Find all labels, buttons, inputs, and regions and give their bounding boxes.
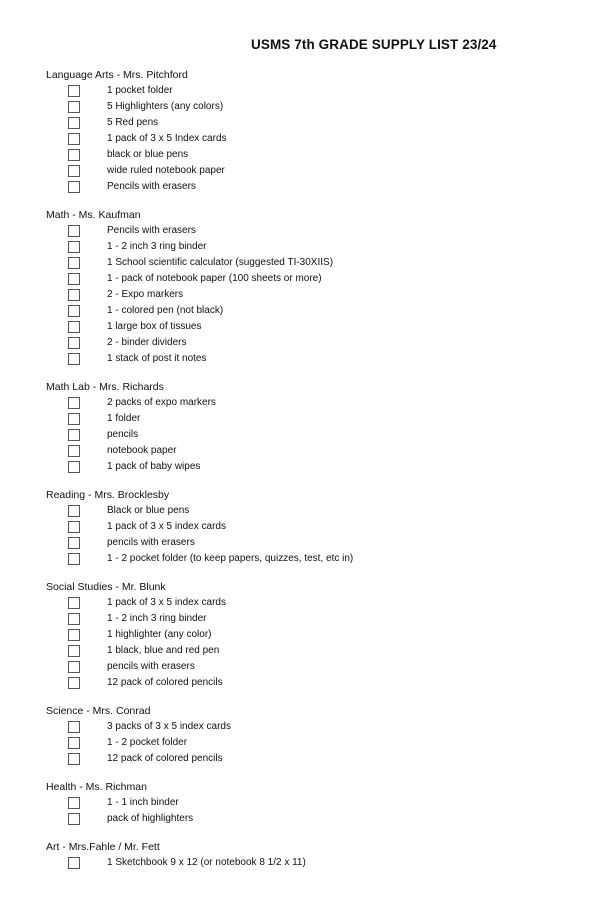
- checkbox-icon[interactable]: [68, 321, 80, 333]
- supply-section: [46, 379, 586, 475]
- checkbox-icon[interactable]: [68, 445, 80, 457]
- supply-item-label: 12 pack of colored pencils: [107, 753, 223, 764]
- supply-item-label: 1 folder: [107, 413, 141, 424]
- supply-item: [46, 239, 586, 255]
- supply-item: [46, 335, 586, 351]
- supply-item-label: 1 Sketchbook 9 x 12 (or notebook 8 1/2 x 11): [107, 857, 306, 868]
- supply-item: [46, 83, 586, 99]
- supply-item-label: 5 Red pens: [107, 117, 159, 128]
- supply-section: [46, 839, 586, 871]
- checkbox-icon[interactable]: [68, 149, 80, 161]
- checkbox-icon[interactable]: [68, 645, 80, 657]
- supply-item: [46, 535, 586, 551]
- checkbox-icon[interactable]: [68, 505, 80, 517]
- supply-item-label: 12 pack of colored pencils: [107, 677, 223, 688]
- supply-item: [46, 255, 586, 271]
- supply-item-label: 1 pocket folder: [107, 85, 173, 96]
- supply-item: [46, 351, 586, 367]
- supply-item: [46, 719, 586, 735]
- supply-item: [46, 223, 586, 239]
- supply-item-label: 1 - 2 inch 3 ring binder: [107, 241, 207, 252]
- checkbox-icon[interactable]: [68, 813, 80, 825]
- supply-item-label: 1 stack of post it notes: [107, 353, 207, 364]
- checkbox-icon[interactable]: [68, 181, 80, 193]
- checkbox-icon[interactable]: [68, 721, 80, 733]
- checkbox-icon[interactable]: [68, 397, 80, 409]
- supply-item-label: pencils with erasers: [107, 661, 195, 672]
- supply-item-label: Pencils with erasers: [107, 225, 196, 236]
- supply-item: [46, 551, 586, 567]
- supply-item-label: 2 - binder dividers: [107, 337, 187, 348]
- supply-item: [46, 411, 586, 427]
- supply-item-label: 1 - 2 pocket folder: [107, 737, 188, 748]
- supply-item: [46, 659, 586, 675]
- checkbox-icon[interactable]: [68, 597, 80, 609]
- checkbox-icon[interactable]: [68, 289, 80, 301]
- supply-item-label: 1 large box of tissues: [107, 321, 202, 332]
- supply-item: [46, 319, 586, 335]
- supply-item: [46, 811, 586, 827]
- supply-item-label: 1 - colored pen (not black): [107, 305, 224, 316]
- supply-item: [46, 271, 586, 287]
- supply-item-label: 1 - 2 pocket folder (to keep papers, quizzes, test, etc in): [107, 553, 354, 564]
- checkbox-icon[interactable]: [68, 101, 80, 113]
- checkbox-icon[interactable]: [68, 553, 80, 565]
- supply-item-label: wide ruled notebook paper: [107, 165, 225, 176]
- checkbox-icon[interactable]: [68, 629, 80, 641]
- supply-sections: [46, 67, 586, 871]
- supply-section: [46, 487, 586, 567]
- checkbox-icon[interactable]: [68, 753, 80, 765]
- supply-item-label: 1 - 2 inch 3 ring binder: [107, 613, 207, 624]
- supply-section: [46, 779, 586, 827]
- section-heading: Science - Mrs. Conrad: [46, 705, 151, 717]
- supply-item: [46, 179, 586, 195]
- checkbox-icon[interactable]: [68, 337, 80, 349]
- supply-item-label: Pencils with erasers: [107, 181, 196, 192]
- checkbox-icon[interactable]: [68, 413, 80, 425]
- checkbox-icon[interactable]: [68, 661, 80, 673]
- checkbox-icon[interactable]: [68, 353, 80, 365]
- checkbox-icon[interactable]: [68, 857, 80, 869]
- section-heading: Math Lab - Mrs. Richards: [46, 381, 164, 393]
- supply-item-label: 1 pack of 3 x 5 index cards: [107, 521, 226, 532]
- checkbox-icon[interactable]: [68, 85, 80, 97]
- supply-item: [46, 595, 586, 611]
- section-heading: Social Studies - Mr. Blunk: [46, 581, 166, 593]
- supply-item: [46, 99, 586, 115]
- supply-item-label: 1 pack of baby wipes: [107, 461, 201, 472]
- supply-item-label: 1 - pack of notebook paper (100 sheets or more): [107, 273, 322, 284]
- section-heading: Reading - Mrs. Brocklesby: [46, 489, 170, 501]
- supply-item: [46, 163, 586, 179]
- supply-item: [46, 115, 586, 131]
- supply-section: [46, 703, 586, 767]
- supply-item: [46, 643, 586, 659]
- checkbox-icon[interactable]: [68, 273, 80, 285]
- supply-item-label: pack of highlighters: [107, 813, 194, 824]
- supply-item-label: Black or blue pens: [107, 505, 190, 516]
- supply-item: [46, 611, 586, 627]
- supply-item-label: black or blue pens: [107, 149, 189, 160]
- supply-item: [46, 147, 586, 163]
- section-heading: Art - Mrs.Fahle / Mr. Fett: [46, 841, 160, 853]
- checkbox-icon[interactable]: [68, 521, 80, 533]
- supply-item-label: 1 pack of 3 x 5 Index cards: [107, 133, 227, 144]
- supply-item: [46, 795, 586, 811]
- checkbox-icon[interactable]: [68, 117, 80, 129]
- supply-item: [46, 751, 586, 767]
- supply-section: [46, 579, 586, 691]
- supply-item: [46, 503, 586, 519]
- checkbox-icon[interactable]: [68, 225, 80, 237]
- supply-item: [46, 675, 586, 691]
- checkbox-icon[interactable]: [68, 133, 80, 145]
- supply-item: [46, 395, 586, 411]
- supply-item-label: pencils with erasers: [107, 537, 195, 548]
- checkbox-icon[interactable]: [68, 537, 80, 549]
- checkbox-icon[interactable]: [68, 677, 80, 689]
- checkbox-icon[interactable]: [68, 165, 80, 177]
- supply-item-label: 1 black, blue and red pen: [107, 645, 220, 656]
- supply-item: [46, 459, 586, 475]
- supply-item: [46, 735, 586, 751]
- supply-item-label: pencils: [107, 429, 139, 440]
- supply-item-label: 2 - Expo markers: [107, 289, 184, 300]
- section-heading: Language Arts - Mrs. Pitchford: [46, 69, 188, 81]
- supply-section: [46, 67, 586, 195]
- page-title: USMS 7th GRADE SUPPLY LIST 23/24: [251, 37, 497, 52]
- checkbox-icon[interactable]: [68, 257, 80, 269]
- supply-item-label: notebook paper: [107, 445, 177, 456]
- supply-item: [46, 627, 586, 643]
- checkbox-icon[interactable]: [68, 797, 80, 809]
- supply-item-label: 1 highlighter (any color): [107, 629, 212, 640]
- supply-section: [46, 207, 586, 367]
- checkbox-icon[interactable]: [68, 613, 80, 625]
- supply-item: [46, 855, 586, 871]
- checkbox-icon[interactable]: [68, 305, 80, 317]
- supply-item-label: 5 Highlighters (any colors): [107, 101, 224, 112]
- supply-item-label: 1 - 1 inch binder: [107, 797, 179, 808]
- supply-item-label: 2 packs of expo markers: [107, 397, 216, 408]
- checkbox-icon[interactable]: [68, 241, 80, 253]
- supply-item: [46, 519, 586, 535]
- section-heading: Math - Ms. Kaufman: [46, 209, 141, 221]
- section-heading: Health - Ms. Richman: [46, 781, 147, 793]
- supply-item: [46, 287, 586, 303]
- supply-item: [46, 443, 586, 459]
- supply-item: [46, 131, 586, 147]
- supply-item-label: 3 packs of 3 x 5 index cards: [107, 721, 231, 732]
- checkbox-icon[interactable]: [68, 737, 80, 749]
- supply-item: [46, 427, 586, 443]
- supply-item: [46, 303, 586, 319]
- checkbox-icon[interactable]: [68, 429, 80, 441]
- supply-item-label: 1 School scientific calculator (suggested TI-30XIIS): [107, 257, 334, 268]
- checkbox-icon[interactable]: [68, 461, 80, 473]
- supply-item-label: 1 pack of 3 x 5 index cards: [107, 597, 226, 608]
